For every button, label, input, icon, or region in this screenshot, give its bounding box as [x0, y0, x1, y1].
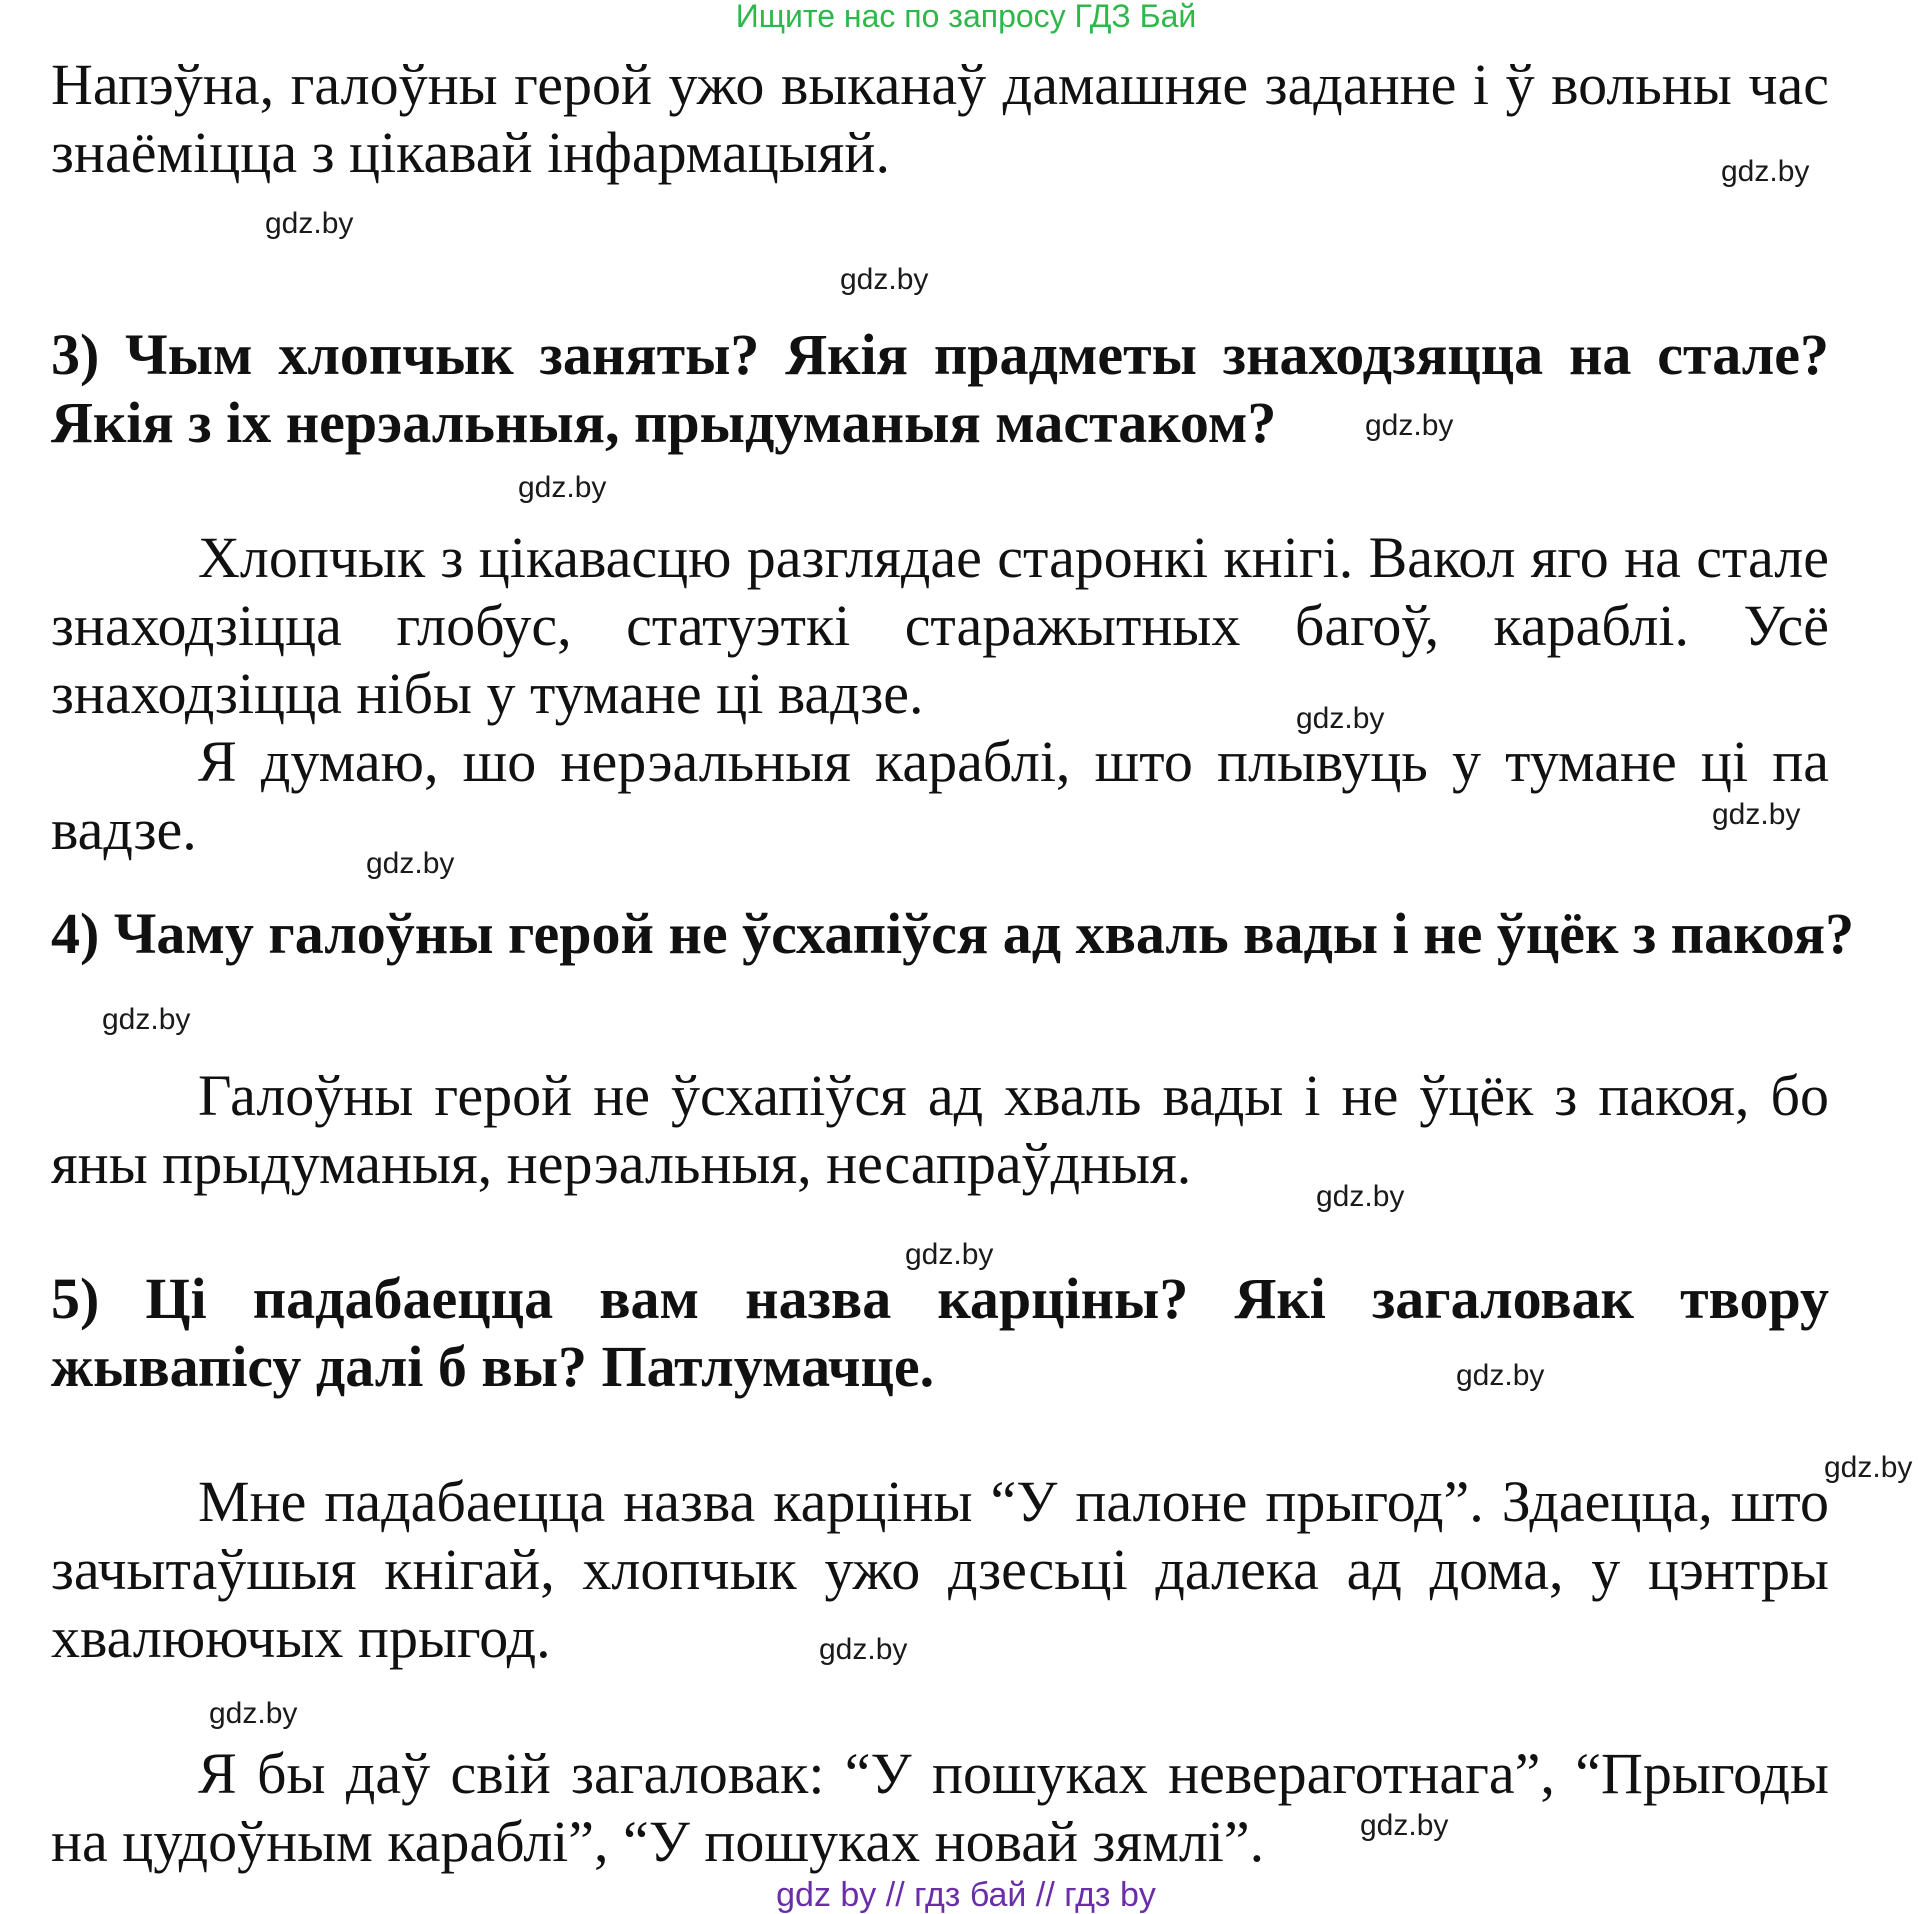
watermark: gdz.by [1456, 1359, 1545, 1392]
q5-answer-line-5: на цудоўным караблі”, “У пошуках новай зямлі”. [51, 1809, 1265, 1874]
watermark: gdz.by [265, 207, 354, 240]
watermark: gdz.by [1721, 155, 1810, 188]
watermark: gdz.by [840, 263, 929, 296]
q5-answer-line-2: зачытаўшыя кнігай, хлопчык ужо дзесьці далека ад дома, у цэнтры [51, 1537, 1829, 1602]
watermark: gdz.by [1365, 409, 1454, 442]
intro-line-1: Напэўна, галоўны герой ужо выканаў дамашняе заданне і ў вольны час [51, 52, 1829, 117]
top-banner: Ищите нас по запросу ГДЗ Бай [735, 0, 1197, 34]
q5-answer-line-4: Я бы даў свій загаловак: “У пошуках невераготнага”, “Прыгоды [198, 1741, 1829, 1806]
q5-answer-line-1: Мне падабаецца назва карціны “У палоне прыгод”. Здаецца, што [198, 1469, 1829, 1534]
q3-question-line-2: Якія з іх нерэальныя, прыдуманыя мастаком? [51, 390, 1277, 455]
q3-answer-line-1: Хлопчык з цікавасцю разглядае старонкі кнігі. Вакол яго на стале [198, 525, 1829, 590]
watermark: gdz.by [1316, 1180, 1405, 1213]
watermark: gdz.by [209, 1697, 298, 1730]
q3-answer-line-5: вадзе. [51, 797, 197, 862]
q5-question-line-2: жывапісу далі б вы? Патлумачце. [51, 1334, 935, 1399]
intro-line-2: знаёміцца з цікавай інфармацыяй. [51, 120, 890, 185]
q3-answer-line-2: знаходзіцца глобус, статуэткі старажытных багоў, караблі. Усё [51, 593, 1829, 658]
q3-question-line-1: 3) Чым хлопчык заняты? Якія прадметы знаходзяцца на стале? [51, 322, 1829, 387]
bottom-banner: gdz by // гдз бай // гдз by [776, 1876, 1156, 1914]
q5-answer-line-3: хвалюючых прыгод. [51, 1605, 551, 1670]
watermark: gdz.by [102, 1003, 191, 1036]
q5-question-line-1: 5) Ці падабаецца вам назва карціны? Які загаловак твору [51, 1266, 1829, 1331]
q4-question-line-1: 4) Чаму галоўны герой не ўсхапіўся ад хваль вады і не ўцёк з пакоя? [51, 901, 1855, 966]
watermark: gdz.by [1824, 1451, 1913, 1484]
watermark: gdz.by [1712, 798, 1801, 831]
watermark: gdz.by [819, 1633, 908, 1666]
q4-answer-line-1: Галоўны герой не ўсхапіўся ад хваль вады і не ўцёк з пакоя, бо [198, 1063, 1829, 1128]
watermark: gdz.by [366, 847, 455, 880]
q3-answer-line-4: Я думаю, шо нерэальныя караблі, што плывуць у тумане ці па [198, 729, 1829, 794]
watermark: gdz.by [905, 1238, 994, 1271]
watermark: gdz.by [518, 471, 607, 504]
watermark: gdz.by [1360, 1809, 1449, 1842]
q3-answer-line-3: знаходзіцца нібы у тумане ці вадзе. [51, 661, 924, 726]
watermark: gdz.by [1296, 702, 1385, 735]
q4-answer-line-2: яны прыдуманыя, нерэальныя, несапраўдныя. [51, 1131, 1192, 1196]
